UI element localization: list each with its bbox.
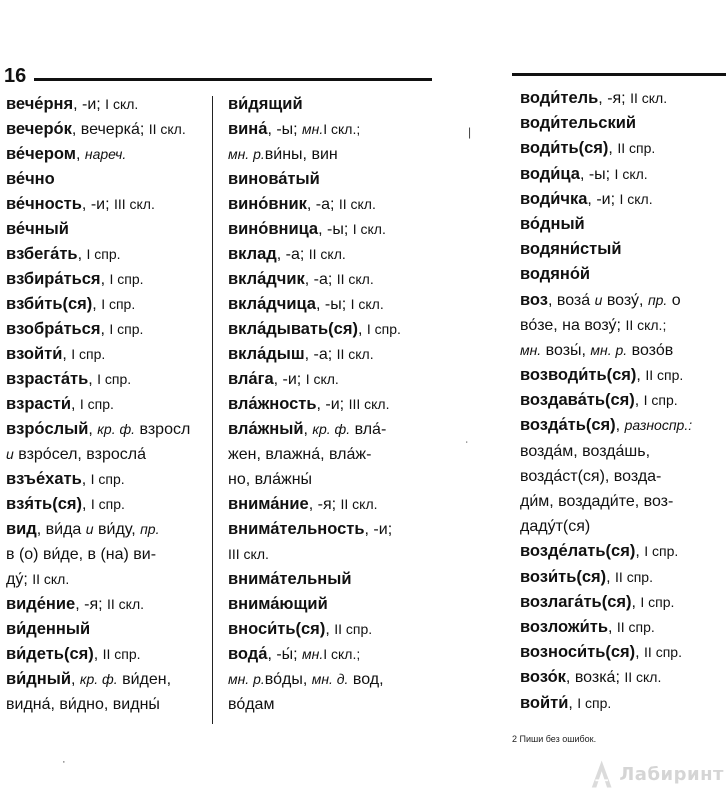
grammar-class: III скл. (348, 396, 390, 412)
entry-text: , (631, 593, 641, 611)
headword: взраста́ть (6, 370, 89, 388)
grammar-class: I скл. (105, 96, 139, 112)
entry-text: , (607, 618, 617, 636)
grammar-class: II скл. (148, 121, 186, 137)
dictionary-entry-line (6, 142, 206, 167)
entry-text: , -ы; (267, 121, 303, 138)
entry-text: , (608, 140, 618, 158)
entry-text: , (568, 694, 578, 712)
grammar-class: I спр. (90, 471, 125, 487)
entry-text: в (о) ви́де, в (на) ви- (6, 546, 157, 563)
grammar-class: II скл. (338, 196, 376, 212)
dictionary-entry-line (228, 292, 428, 317)
grammar-note: кр. ф. (312, 421, 351, 437)
dictionary-entry-line (228, 92, 428, 117)
entry-text: , -и; (364, 521, 393, 538)
dictionary-entry-line (520, 565, 726, 590)
headword: вода́ (228, 645, 268, 663)
headword: вкла́дчик (228, 270, 305, 288)
headword: взрасти́ (6, 395, 72, 413)
headword: возда́ть(ся) (520, 416, 616, 435)
headword: вноси́ть(ся) (228, 620, 326, 638)
grammar-class: I спр. (109, 271, 144, 287)
dictionary-entry-line (6, 417, 206, 442)
headword: взя́ть(ся) (6, 495, 82, 513)
dictionary-entry-line (520, 640, 726, 665)
dictionary-entry-line (228, 342, 428, 367)
grammar-class: II спр. (615, 568, 653, 585)
margin-mark: ❘ (465, 127, 475, 139)
dictionary-entry-line (6, 242, 206, 267)
dictionary-entry-line (228, 117, 428, 142)
grammar-class: I скл. (614, 165, 648, 182)
grammar-class: I спр. (109, 321, 144, 337)
headword: води́ца (520, 164, 580, 183)
grammar-note: мн. (302, 646, 324, 662)
headword: ве́чно (6, 170, 55, 188)
dictionary-entry-line (6, 117, 206, 142)
entry-text: возда́ст(ся), возда- (520, 467, 662, 485)
entry-text: , воза́ (548, 291, 595, 309)
headword: во́дный (520, 214, 585, 233)
headword: взъе́хать (6, 470, 82, 488)
dictionary-entry-line (6, 667, 206, 692)
headword: ви́деть(ся) (6, 645, 94, 663)
headword: возлага́ть(ся) (520, 592, 632, 611)
entry-text: возо́в (627, 341, 674, 359)
grammar-class: II скл. (336, 271, 374, 287)
entry-text: о (667, 291, 681, 309)
entry-text: вла́- (350, 421, 387, 438)
grammar-class: II скл. (630, 90, 668, 106)
grammar-class: III скл. (113, 196, 155, 212)
headword: ви́денный (6, 620, 91, 638)
dictionary-entry-line (6, 442, 206, 467)
grammar-note: и (6, 446, 14, 462)
entry-text: , -а; (276, 246, 309, 263)
headword: ви́дящий (228, 95, 303, 113)
footnote: 2 Пиши без ошибок. (512, 734, 597, 744)
entry-text: видна́, ви́дно, видны́ (6, 696, 160, 713)
entry-text: , вечерка́; (71, 121, 149, 138)
watermark (590, 752, 724, 796)
entry-text: ди́м, воздади́те, воз- (520, 493, 674, 510)
grammar-note: и (594, 291, 603, 308)
grammar-class: I скл. (305, 371, 339, 387)
grammar-class: III скл. (228, 546, 269, 562)
headword: взро́слый (6, 420, 89, 438)
entry-text: , (93, 646, 103, 663)
entry-text: вин (311, 146, 338, 163)
entry-text: , (71, 396, 80, 413)
entry-text: , -ы; (579, 165, 615, 183)
grammar-class: I скл.; (323, 121, 361, 137)
dictionary-entry-line (520, 338, 726, 363)
entry-text: но, вла́жны́ (228, 471, 313, 488)
entry-text: во́ды, (264, 671, 312, 688)
grammar-note: нареч. (84, 146, 127, 162)
dictionary-entry-line (6, 367, 206, 392)
dictionary-entry-line (520, 363, 726, 388)
grammar-class: I спр. (101, 296, 136, 312)
grammar-note: пр. (647, 291, 668, 308)
dictionary-entry-line (228, 692, 428, 717)
dictionary-entry-line (6, 642, 206, 667)
dictionary-entry-line (520, 413, 726, 438)
entry-text: , -а; (306, 196, 339, 213)
grammar-class: II спр. (617, 140, 656, 157)
grammar-class: I спр. (79, 396, 114, 412)
watermark-text: Лабиринт (619, 763, 724, 785)
grammar-class: I спр. (86, 246, 121, 262)
dictionary-column-1 (6, 92, 206, 717)
dictionary-entry-line (6, 92, 206, 117)
headword: возноси́ть(ся) (520, 643, 636, 662)
grammar-note: мн. р. (590, 341, 628, 358)
dictionary-entry-line (520, 590, 726, 615)
grammar-class: I скл.; (323, 646, 361, 662)
dictionary-entry-line (6, 342, 206, 367)
grammar-class: I спр. (366, 321, 401, 337)
entry-text: , (325, 621, 335, 638)
dictionary-entry-line (228, 517, 428, 542)
entry-text: , -а; (304, 271, 337, 288)
dictionary-entry-line (6, 292, 206, 317)
entry-text: , (634, 392, 644, 410)
header-rule-right (512, 73, 726, 76)
dictionary-entry-line (228, 192, 428, 217)
entry-text: , (77, 246, 87, 263)
entry-text: , -я; (598, 90, 631, 107)
grammar-note: кр. ф. (97, 421, 136, 437)
headword: виде́ние (6, 595, 76, 613)
grammar-note: мн. р. (228, 146, 265, 162)
grammar-class: I спр. (577, 694, 612, 711)
dictionary-entry-line (228, 217, 428, 242)
headword: вече́рня (6, 95, 74, 113)
headword: ве́чером (6, 145, 77, 163)
headword: вкла́дывать(ся) (228, 320, 358, 338)
headword: водяно́й (520, 265, 591, 284)
entry-text: , -я; (75, 596, 108, 613)
entry-text: во́дам (228, 696, 275, 713)
entry-text: ви́ду, (93, 521, 141, 538)
entry-text: , ви́да (36, 521, 86, 538)
dictionary-entry-line (228, 542, 428, 567)
grammar-class: II скл.; (625, 316, 667, 333)
dictionary-entry-line (228, 442, 428, 467)
grammar-class: I спр. (71, 346, 106, 362)
headword: вид (6, 520, 37, 538)
grammar-note: мн. р. (228, 671, 265, 687)
headword: возде́лать(ся) (520, 542, 636, 561)
entry-text: жен, влажна́, вла́ж- (228, 446, 372, 463)
header-rule-left (34, 78, 432, 81)
grammar-note: разноспр.: (624, 417, 693, 434)
headword: ве́чность (6, 195, 82, 213)
dictionary-entry-line (520, 111, 726, 136)
dictionary-entry-line (6, 392, 206, 417)
entry-text: , (636, 367, 646, 385)
entry-text: , (81, 471, 91, 488)
entry-text: возу́, (602, 291, 648, 309)
dictionary-entry-line (6, 567, 206, 592)
dictionary-entry-line (520, 439, 726, 464)
dictionary-entry-line (520, 212, 726, 237)
grammar-class: II скл. (107, 596, 145, 612)
dictionary-entry-line (228, 642, 428, 667)
entry-text: , -ы́; (267, 646, 303, 663)
grammar-note: мн. (302, 121, 324, 137)
grammar-class: I скл. (350, 296, 384, 312)
headword: взойти́ (6, 345, 63, 363)
entry-text: , (76, 146, 85, 163)
dictionary-entry-line (228, 367, 428, 392)
grammar-class: II спр. (102, 646, 141, 662)
entry-text: даду́т(ся) (520, 518, 591, 536)
entry-text: , -а; (304, 346, 337, 363)
headword: внима́тельный (228, 570, 352, 588)
dictionary-entry-line (520, 288, 726, 313)
entry-text: , (92, 296, 102, 313)
headword: вино́вник (228, 195, 307, 213)
entry-text: , (88, 371, 98, 388)
grammar-class: II скл. (336, 346, 374, 362)
dictionary-entry-line (228, 492, 428, 517)
headword: води́тель (520, 89, 599, 107)
headword: возводи́ть(ся) (520, 366, 637, 385)
dictionary-entry-line (520, 262, 726, 287)
dictionary-entry-line (228, 142, 428, 167)
dictionary-entry-line (520, 665, 726, 690)
entry-text: взро́сел, взросла́ (13, 446, 146, 463)
grammar-class: I спр. (643, 392, 678, 409)
dictionary-entry-line (228, 567, 428, 592)
headword: вла́жность (228, 395, 317, 413)
grammar-class: II спр. (616, 618, 655, 635)
entry-text: , (62, 346, 72, 363)
entry-text: , -ы; (315, 296, 351, 313)
grammar-class: I спр. (97, 371, 132, 387)
entry-text: , -и; (73, 96, 106, 113)
grammar-note: пр. (140, 521, 160, 537)
entry-text: , (635, 644, 645, 662)
headword: войти́ (520, 693, 569, 712)
dictionary-entry-line (520, 615, 726, 640)
headword: вкла́дыш (228, 345, 305, 363)
grammar-class: II скл. (308, 246, 346, 262)
entry-text: возда́м, возда́шь, (520, 442, 651, 460)
entry-text: , (635, 543, 645, 561)
margin-mark: ˌ (465, 432, 469, 444)
entry-text: вод, (348, 671, 384, 688)
grammar-class: I спр. (644, 543, 679, 560)
entry-text: , (88, 421, 98, 438)
dictionary-column-2 (228, 92, 428, 717)
dictionary-entry-line (228, 242, 428, 267)
headword: вина́ (228, 120, 268, 138)
dictionary-column-3 (520, 86, 726, 716)
headword: винова́тый (228, 170, 320, 188)
entry-text: , (303, 421, 313, 438)
headword: взобра́ться (6, 320, 101, 338)
entry-text: взросл (135, 421, 191, 438)
entry-text: , (606, 568, 616, 586)
entry-text: , -и; (316, 396, 349, 413)
dictionary-entry-line (228, 167, 428, 192)
entry-text: , -я; (308, 496, 341, 513)
dictionary-entry-line (520, 539, 726, 564)
dictionary-entry-line (520, 464, 726, 489)
dictionary-entry-line (228, 267, 428, 292)
headword: воз (520, 290, 548, 309)
grammar-class: II спр. (644, 644, 682, 661)
entry-text: ду́; (6, 571, 33, 588)
dictionary-entry-line (6, 492, 206, 517)
headword: воздава́ть(ся) (520, 391, 635, 410)
entry-text: , (357, 321, 367, 338)
headword: вклад (228, 245, 277, 263)
grammar-class: II спр. (334, 621, 373, 637)
entry-text: , -и; (273, 371, 306, 388)
dictionary-entry-line (520, 691, 726, 716)
grammar-class: I спр. (640, 593, 675, 610)
dictionary-entry-line (6, 192, 206, 217)
grammar-class: II спр. (645, 367, 684, 384)
entry-text: ви́ны, (264, 146, 312, 163)
dictionary-entry-line (520, 86, 726, 111)
dictionary-entry-line (520, 313, 726, 338)
headword: ви́дный (6, 670, 71, 688)
headword: взбега́ть (6, 245, 78, 263)
dictionary-entry-line (228, 467, 428, 492)
dictionary-entry-line (6, 317, 206, 342)
dictionary-entry-line (6, 167, 206, 192)
entry-text: ви́ден, (117, 671, 172, 688)
dictionary-entry-line (6, 267, 206, 292)
dictionary-entry-line (520, 162, 726, 187)
grammar-note: мн. (520, 341, 542, 358)
dictionary-entry-line (228, 592, 428, 617)
headword: вино́вница (228, 220, 319, 238)
headword: вечеро́к (6, 120, 72, 138)
headword: вози́ть(ся) (520, 567, 607, 586)
grammar-class: II скл. (340, 496, 378, 512)
dictionary-entry-line (228, 317, 428, 342)
grammar-class: I скл. (352, 221, 386, 237)
entry-text: , -ы; (318, 221, 353, 238)
headword: возо́к (520, 668, 566, 687)
grammar-note: и (85, 521, 94, 537)
headword: внима́тельность (228, 520, 365, 538)
column-divider (212, 96, 213, 724)
page-number: 16 (4, 65, 27, 87)
margin-mark: · (62, 756, 66, 768)
dictionary-entry-line (228, 392, 428, 417)
grammar-class: II скл. (32, 571, 70, 587)
entry-text: во́зе, на возу́; (520, 316, 626, 334)
grammar-class: I скл. (619, 190, 653, 207)
labirint-logo-icon (590, 757, 613, 791)
entry-text: , (100, 271, 110, 288)
headword: води́чка (520, 189, 588, 208)
grammar-note: мн. д. (311, 671, 349, 687)
grammar-class: I спр. (90, 496, 125, 512)
headword: внима́ние (228, 495, 309, 513)
dictionary-entry-line (228, 417, 428, 442)
dictionary-entry-line (6, 692, 206, 717)
entry-text: возы́, (541, 341, 591, 359)
headword: взбира́ться (6, 270, 101, 288)
grammar-note: кр. ф. (79, 671, 118, 687)
dictionary-entry-line (6, 617, 206, 642)
dictionary-entry-line (520, 388, 726, 413)
entry-text: , (100, 321, 110, 338)
dictionary-entry-line (6, 217, 206, 242)
entry-text: , (70, 671, 80, 688)
entry-text: , (615, 417, 625, 435)
headword: внима́ющий (228, 595, 328, 613)
headword: вла́жный (228, 420, 304, 438)
dictionary-entry-line (520, 489, 726, 514)
headword: ве́чный (6, 220, 69, 238)
dictionary-entry-line (520, 136, 726, 161)
dictionary-entry-line (228, 667, 428, 692)
entry-text: , -и; (587, 190, 620, 208)
entry-text: , -и; (81, 196, 114, 213)
dictionary-entry-line (6, 542, 206, 567)
dictionary-entry-line (520, 514, 726, 539)
headword: взби́ть(ся) (6, 295, 93, 313)
headword: води́тельский (520, 114, 637, 133)
headword: водяни́стый (520, 240, 622, 259)
headword: води́ть(ся) (520, 139, 609, 158)
headword: вкла́дчица (228, 295, 316, 313)
dictionary-entry-line (520, 237, 726, 262)
dictionary-entry-line (6, 467, 206, 492)
grammar-class: II скл. (624, 669, 662, 686)
entry-text: , возка́; (565, 669, 625, 687)
dictionary-entry-line (6, 592, 206, 617)
dictionary-entry-line (6, 517, 206, 542)
entry-text: , (82, 496, 91, 513)
headword: вла́га (228, 370, 274, 388)
dictionary-entry-line (228, 617, 428, 642)
headword: возложи́ть (520, 617, 608, 636)
dictionary-entry-line (520, 187, 726, 212)
